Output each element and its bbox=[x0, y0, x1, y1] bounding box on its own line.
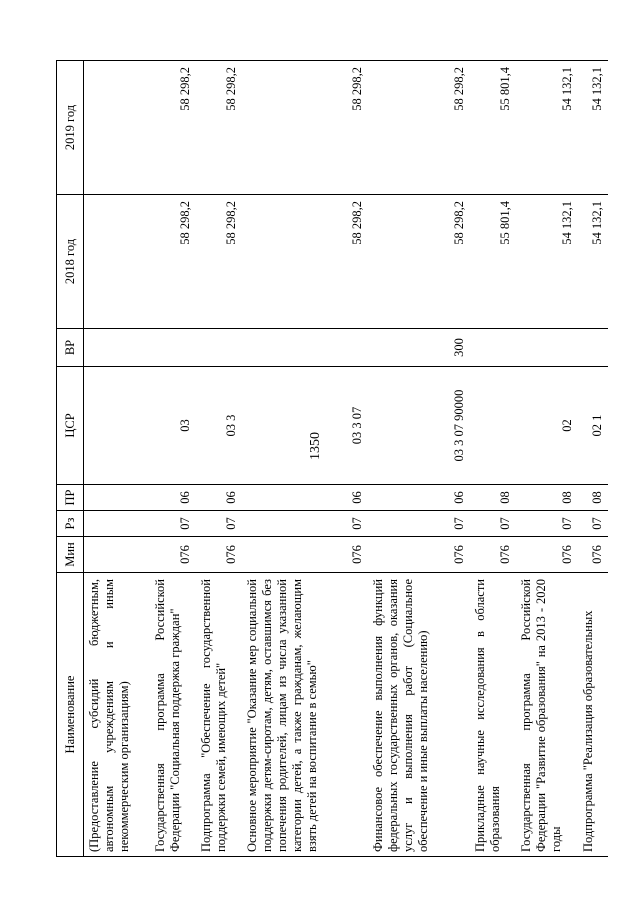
header-vr: ВР bbox=[57, 329, 84, 367]
table-row bbox=[516, 61, 578, 857]
header-name: Наименование bbox=[57, 573, 84, 857]
page-number: 1350 bbox=[308, 432, 323, 460]
row-2018: 58 298,2 bbox=[368, 195, 470, 329]
row-csr: 03 3 07 90000 bbox=[368, 367, 470, 485]
row-min bbox=[84, 537, 150, 573]
row-rz: 07 bbox=[242, 511, 368, 537]
row-name: Подпрограмма "Обеспечение государственной поддержки семей, имеющих детей" bbox=[196, 573, 242, 857]
row-name: Основное мероприятие "Оказание мер социальной поддержки детям-сиротам, детям, оставшимся без попечения родителей, лицам из числа указанной категории детей, а также гражданам, желающим взять детей на воспитание в семью" bbox=[242, 573, 368, 857]
header-csr: ЦСР bbox=[57, 367, 84, 485]
row-name: Государственная программа Российской Федерации "Развитие образования" на 2013 - 2020 годы bbox=[516, 573, 578, 857]
row-vr bbox=[516, 329, 578, 367]
row-pr: 06 bbox=[368, 485, 470, 511]
row-min: 076 bbox=[242, 537, 368, 573]
row-2018: 58 298,2 bbox=[196, 195, 242, 329]
table-row bbox=[470, 61, 516, 857]
row-name: Государственная программа Российской Федерации "Социальная поддержка граждан" bbox=[150, 573, 196, 857]
row-rz: 07 bbox=[368, 511, 470, 537]
row-pr: 08 bbox=[516, 485, 578, 511]
row-vr bbox=[470, 329, 516, 367]
row-min: 076 bbox=[516, 537, 578, 573]
row-vr bbox=[150, 329, 196, 367]
row-name: Финансовое обеспечение выполнения функций федеральных государственных органов, оказания услуг и выполнения работ (Социальное обеспечение и иные выплаты населению) bbox=[368, 573, 470, 857]
header-min: Мин bbox=[57, 537, 84, 573]
row-2018 bbox=[84, 195, 150, 329]
row-csr: 02 1 bbox=[578, 367, 608, 485]
table-row bbox=[84, 61, 150, 857]
row-vr bbox=[84, 329, 150, 367]
row-rz: 07 bbox=[578, 511, 608, 537]
row-name: Прикладные научные исследования в области образования bbox=[470, 573, 516, 857]
row-2019: 58 298,2 bbox=[150, 61, 196, 195]
row-2018: 54 132,1 bbox=[578, 195, 608, 329]
row-pr bbox=[84, 485, 150, 511]
row-rz: 07 bbox=[196, 511, 242, 537]
row-csr: 03 3 07 bbox=[242, 367, 368, 485]
row-rz bbox=[84, 511, 150, 537]
table-row bbox=[368, 61, 470, 857]
row-vr bbox=[242, 329, 368, 367]
row-pr: 06 bbox=[196, 485, 242, 511]
table-header-row bbox=[57, 61, 84, 857]
budget-sheet bbox=[56, 61, 604, 857]
table-row bbox=[578, 61, 608, 857]
row-min: 076 bbox=[470, 537, 516, 573]
row-2018: 54 132,1 bbox=[516, 195, 578, 329]
row-pr: 08 bbox=[470, 485, 516, 511]
row-csr bbox=[470, 367, 516, 485]
row-csr bbox=[84, 367, 150, 485]
row-rz: 07 bbox=[150, 511, 196, 537]
header-pr: ПР bbox=[57, 485, 84, 511]
row-pr: 06 bbox=[150, 485, 196, 511]
row-2019: 58 298,2 bbox=[196, 61, 242, 195]
header-rz: Рз bbox=[57, 511, 84, 537]
table-row bbox=[150, 61, 196, 857]
row-csr: 02 bbox=[516, 367, 578, 485]
header-2019: 2019 год bbox=[57, 61, 84, 195]
row-min: 076 bbox=[196, 537, 242, 573]
row-2018: 58 298,2 bbox=[242, 195, 368, 329]
table-row bbox=[196, 61, 242, 857]
row-csr: 03 3 bbox=[196, 367, 242, 485]
header-2018: 2018 год bbox=[57, 195, 84, 329]
row-min: 076 bbox=[368, 537, 470, 573]
row-pr: 06 bbox=[242, 485, 368, 511]
row-rz: 07 bbox=[516, 511, 578, 537]
row-2019: 58 298,2 bbox=[368, 61, 470, 195]
row-min: 076 bbox=[578, 537, 608, 573]
row-2018: 58 298,2 bbox=[150, 195, 196, 329]
row-csr: 03 bbox=[150, 367, 196, 485]
row-2019 bbox=[84, 61, 150, 195]
row-pr: 08 bbox=[578, 485, 608, 511]
row-2018: 55 801,4 bbox=[470, 195, 516, 329]
row-vr: 300 bbox=[368, 329, 470, 367]
row-2019: 54 132,1 bbox=[516, 61, 578, 195]
row-name: Подпрограмма "Реализация образовательных bbox=[578, 573, 608, 857]
row-vr bbox=[196, 329, 242, 367]
row-vr bbox=[578, 329, 608, 367]
row-2019: 58 298,2 bbox=[242, 61, 368, 195]
row-name: (Предоставление субсидий бюджетным, автономным учреждениям и иным некоммерческим организациям) bbox=[84, 573, 150, 857]
row-min: 076 bbox=[150, 537, 196, 573]
budget-table bbox=[56, 60, 608, 857]
table-row bbox=[242, 61, 368, 857]
row-rz: 07 bbox=[470, 511, 516, 537]
row-2019: 55 801,4 bbox=[470, 61, 516, 195]
row-2019: 54 132,1 bbox=[578, 61, 608, 195]
